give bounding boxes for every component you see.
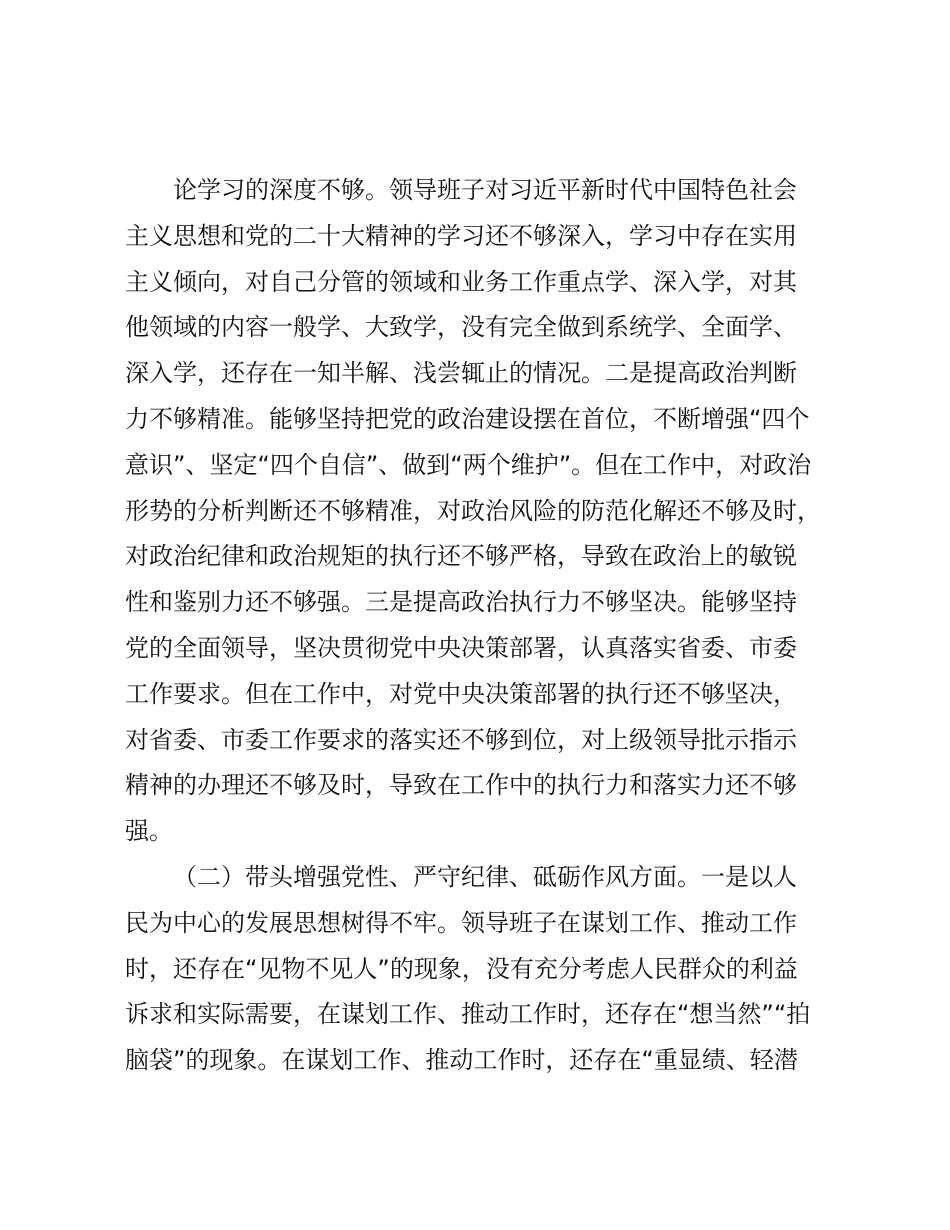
text-line: 民为中心的发展思想树得不牢。领导班子在谋划工作、推动工作 <box>125 908 797 937</box>
text-line: 诉求和实际需要，在谋划工作、推动工作时，还存在“想当然”“拍 <box>125 1000 811 1029</box>
text-line: 论学习的深度不够。领导班子对习近平新时代中国特色社会 <box>173 176 797 204</box>
text-line: 时，还存在“见物不见人”的现象，没有充分考虑人民群众的利益 <box>125 954 798 983</box>
text-line: 他领域的内容一般学、大致学，没有完全做到系统学、全面学、 <box>125 313 797 342</box>
text-line: 对政治纪律和政治规矩的执行还不够严格，导致在政治上的敏锐 <box>125 542 797 571</box>
section-heading-line: （二）带头增强党性、严守纪律、砥砺作风方面。一是以人 <box>173 862 797 891</box>
text-line: 党的全面领导，坚决贯彻党中央决策部署，认真落实省委、市委 <box>125 633 797 662</box>
body-text <box>125 168 845 1084</box>
text-line: 形势的分析判断还不够精准，对政治风险的防范化解还不够及时， <box>125 496 821 525</box>
text-line: 强。 <box>125 817 173 846</box>
text-line: 性和鉴别力还不够强。三是提高政治执行力不够坚决。能够坚持 <box>125 588 797 617</box>
text-line: 精神的办理还不够及时，导致在工作中的执行力和落实力还不够 <box>125 771 797 800</box>
text-line: 意识”、坚定“四个自信”、做到“两个维护”。但在工作中，对政治 <box>125 450 812 479</box>
text-line: 脑袋”的现象。在谋划工作、推动工作时，还存在“重显绩、轻潜 <box>125 1046 798 1075</box>
text-line: 深入学，还存在一知半解、浅尝辄止的情况。二是提高政治判断 <box>125 359 797 388</box>
text-line: 对省委、市委工作要求的落实还不够到位，对上级领导批示指示 <box>125 725 797 754</box>
text-line: 力不够精准。能够坚持把党的政治建设摆在首位，不断增强“四个 <box>125 404 810 433</box>
text-line: 主义思想和党的二十大精神的学习还不够深入，学习中存在实用 <box>125 221 797 250</box>
text-line: 工作要求。但在工作中，对党中央决策部署的执行还不够坚决， <box>125 679 797 708</box>
text-line: 主义倾向，对自己分管的领域和业务工作重点学、深入学，对其 <box>125 267 797 296</box>
